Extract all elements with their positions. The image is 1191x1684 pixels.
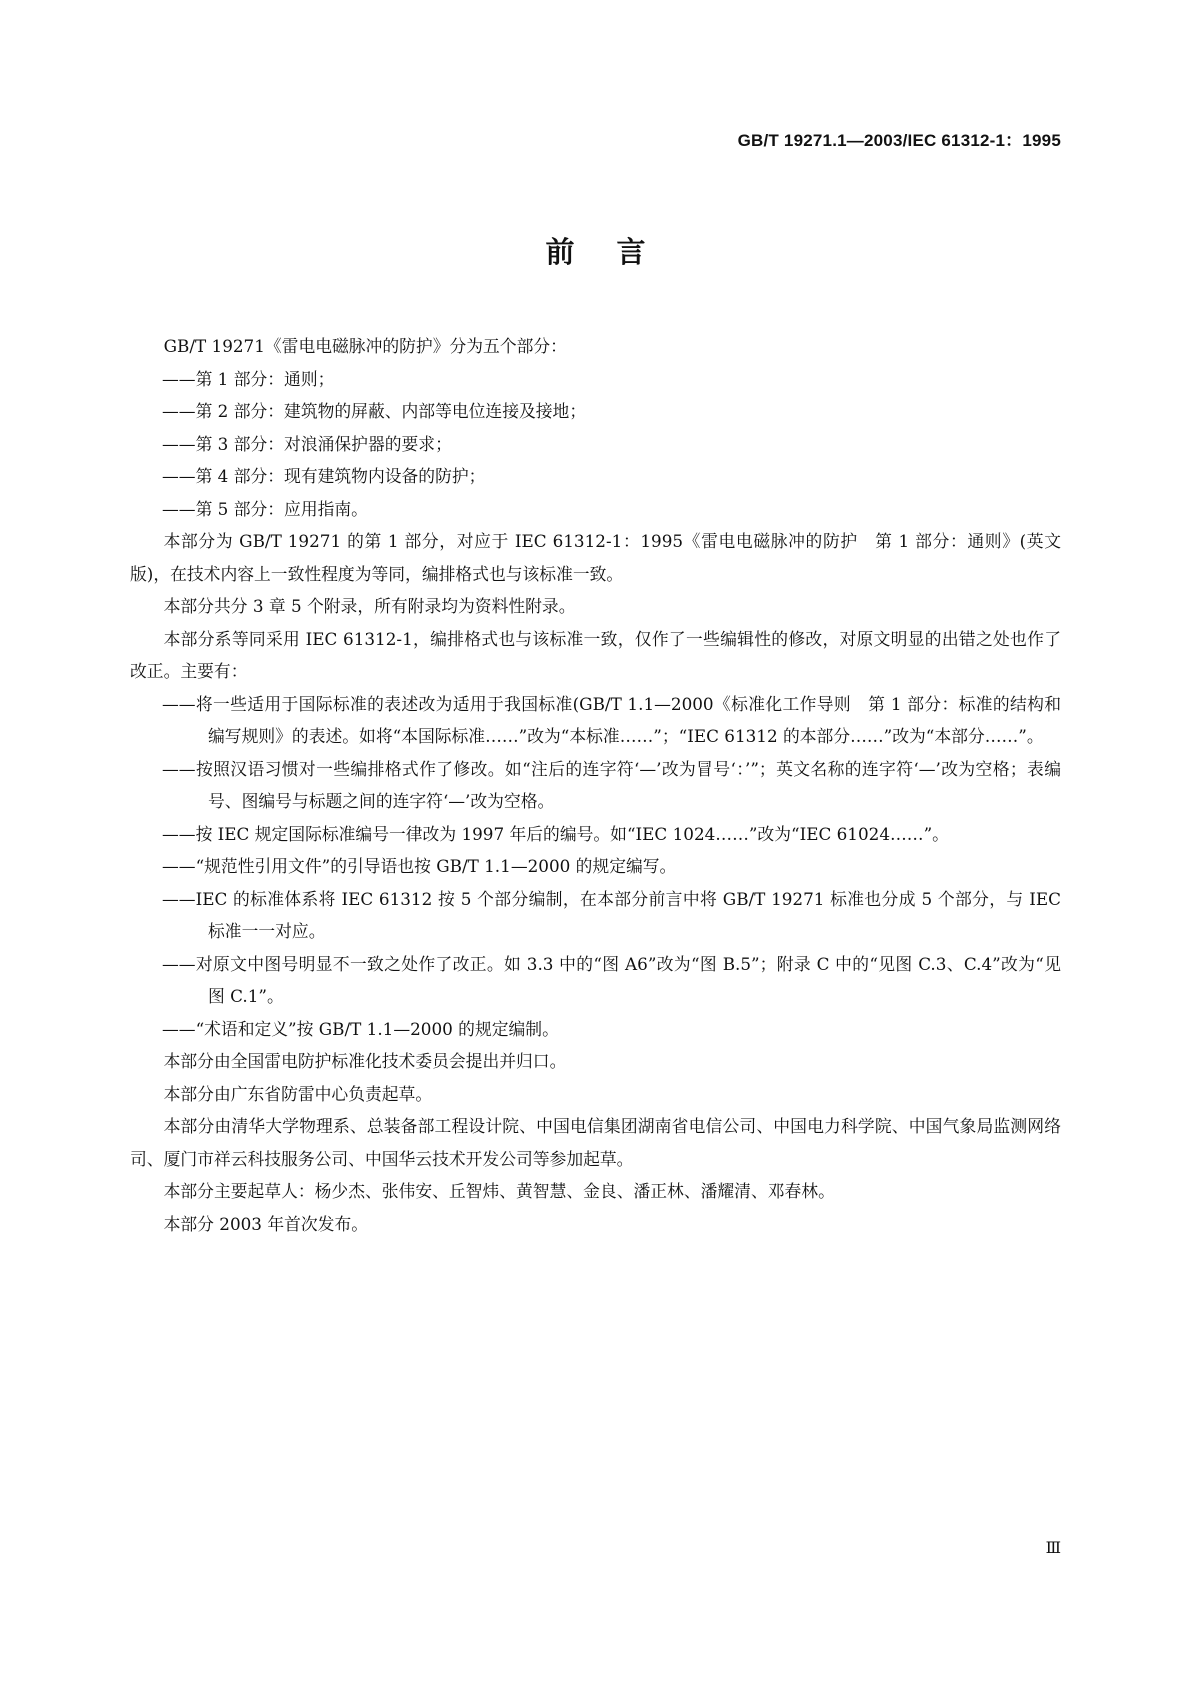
- list-item-change-7: ——“术语和定义”按 GB/T 1.1—2000 的规定编制。: [162, 1018, 559, 1039]
- paragraph-parts-intro: GB/T 19271《雷电电磁脉冲的防护》分为五个部分：: [163, 336, 567, 356]
- list-item-change-3: ——按 IEC 规定国际标准编号一律改为 1997 年后的编号。如“IEC 1024……”改为“IEC 61024……”。: [162, 823, 949, 844]
- list-item-part-5: ——第 5 部分：应用指南。: [162, 498, 368, 519]
- list-item-change-2: ——按照汉语习惯对一些编排格式作了修改。如“注后的连字符‘—’改为冒号‘：’”；英文名称的连字符‘—’改为空格；表编号、图编号与标题之间的连字符‘—’改为空格。: [162, 758, 1061, 811]
- paragraph-correspondence: 本部分为 GB/T 19271 的第 1 部分，对应于 IEC 61312-1：1995《雷电电磁脉冲的防护 第 1 部分：通则》(英文版)，在技术内容上一致性程度为等同，编排格式也与该标准一致。: [130, 531, 1061, 584]
- foreword-body: [130, 330, 1061, 1240]
- paragraph-structure: 本部分共分 3 章 5 个附录，所有附录均为资料性附录。: [163, 596, 576, 616]
- paragraph-participants: 本部分由清华大学物理系、总装备部工程设计院、中国电信集团湖南省电信公司、中国电力科学院、中国气象局监测网络司、厦门市祥云科技服务公司、中国华云技术开发公司等参加起草。: [130, 1116, 1061, 1169]
- paragraph-proposer: 本部分由全国雷电防护标准化技术委员会提出并归口。: [163, 1051, 567, 1071]
- paragraph-first-release: 本部分 2003 年首次发布。: [163, 1213, 369, 1234]
- list-item-part-3: ——第 3 部分：对浪涌保护器的要求；: [162, 433, 452, 454]
- list-item-change-4: ——“规范性引用文件”的引导语也按 GB/T 1.1—2000 的规定编写。: [162, 856, 677, 876]
- list-item-change-6: ——对原文中图号明显不一致之处作了改正。如 3.3 中的“图 A6”改为“图 B.5”；附录 C 中的“见图 C.3、C.4”改为“见图 C.1”。: [162, 953, 1061, 1006]
- list-item-change-5: ——IEC 的标准体系将 IEC 61312 按 5 个部分编制，在本部分前言中将 GB/T 19271 标准也分成 5 个部分，与 IEC 标准一一对应。: [162, 888, 1061, 941]
- paragraph-adoption: 本部分系等同采用 IEC 61312-1，编排格式也与该标准一致，仅作了一些编辑性的修改，对原文明显的出错之处也作了改正。主要有：: [130, 628, 1061, 681]
- paragraph-drafter: 本部分由广东省防雷中心负责起草。: [163, 1083, 433, 1104]
- paragraph-main-drafters: 本部分主要起草人：杨少杰、张伟安、丘智炜、黄智慧、金良、潘正林、潘耀清、邓春林。: [163, 1181, 835, 1201]
- page-title: 前言: [545, 235, 688, 269]
- list-item-part-1: ——第 1 部分：通则；: [162, 368, 335, 389]
- list-item-change-1: ——将一些适用于国际标准的表述改为适用于我国标准(GB/T 1.1—2000《标准化工作导则 第 1 部分：标准的结构和编写规则》的表述。如将“本国际标准……”改为“本标准……”；“IEC 61312 的本部分……”改为“本部分……”。: [162, 693, 1061, 746]
- list-item-part-4: ——第 4 部分：现有建筑物内设备的防护；: [162, 466, 486, 486]
- page-number: Ⅲ: [1045, 1538, 1061, 1557]
- list-item-part-2: ——第 2 部分：建筑物的屏蔽、内部等电位连接及接地；: [162, 401, 587, 421]
- standard-code-header: GB/T 19271.1—2003/IEC 61312-1：1995: [737, 131, 1061, 150]
